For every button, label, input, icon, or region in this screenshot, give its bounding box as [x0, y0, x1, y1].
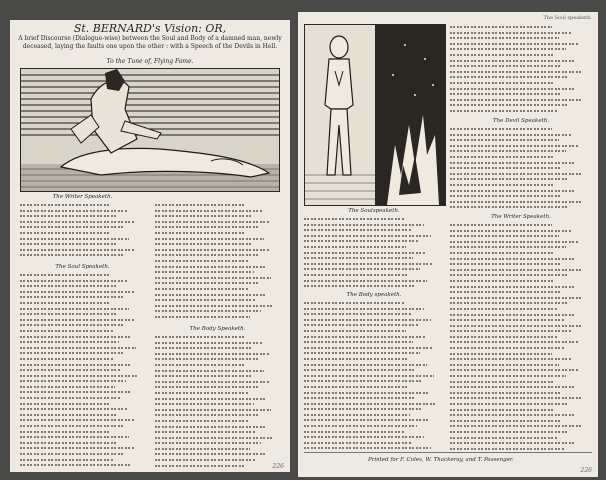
printer-imprint: Printed for F. Coles, W. Thackeray, and T. Passenger.	[368, 457, 514, 463]
verse-column-right-d	[304, 300, 444, 450]
section-soul-speaketh-right: The Soulspeaketh.	[348, 208, 400, 214]
section-body-speaketh-right: The Body speaketh.	[346, 292, 402, 298]
verse-line	[20, 462, 130, 468]
verse-column-left-a	[20, 202, 145, 262]
verse-column-right-a	[450, 24, 592, 116]
section-writer-speaketh-left: The Writer Speaketh.	[52, 194, 113, 200]
verse-line	[450, 204, 569, 210]
left-page	[10, 20, 290, 472]
woodcut-illustration-right	[304, 24, 446, 206]
woodcut-illustration-left	[20, 68, 280, 192]
section-writer-speaketh-right: The Writer Speaketh.	[491, 214, 551, 220]
verse-line	[20, 252, 124, 258]
verse-column-left-b	[20, 272, 145, 468]
verse-column-left-d	[155, 334, 280, 468]
page-number-right: 226	[580, 467, 592, 474]
footer-rule	[304, 452, 592, 453]
verse-line	[450, 446, 564, 450]
running-head: The Soul speaketh.	[543, 15, 592, 21]
verse-line	[155, 314, 250, 320]
verse-column-right-e	[450, 222, 592, 450]
verse-column-left-c	[155, 202, 280, 324]
ballad-subtitle: A brief Discourse (Dialogue-wise) between the Soul and Body of a damned man, newly deceased, laying the faults one upon the other : with a Speech of the Devils in Hell.	[18, 35, 282, 50]
section-devil-speaketh: The Devil Speaketh.	[492, 118, 550, 124]
right-page	[298, 12, 598, 477]
verse-line	[304, 283, 415, 288]
verse-line	[304, 445, 431, 450]
section-body-speaketh-left: The Body Speaketh.	[189, 326, 246, 332]
ballad-title: St. BERNARD's Vision: OR,	[73, 22, 227, 35]
section-soul-speaketh-left: The Soul Speaketh.	[55, 264, 110, 270]
verse-line	[155, 463, 245, 468]
page-number-left: 226	[272, 463, 284, 470]
verse-column-right-c	[304, 216, 444, 288]
verse-line	[450, 108, 557, 114]
verse-column-right-b	[450, 126, 592, 212]
ballad-tune: To the Tune of, Flying Fame.	[106, 58, 194, 65]
